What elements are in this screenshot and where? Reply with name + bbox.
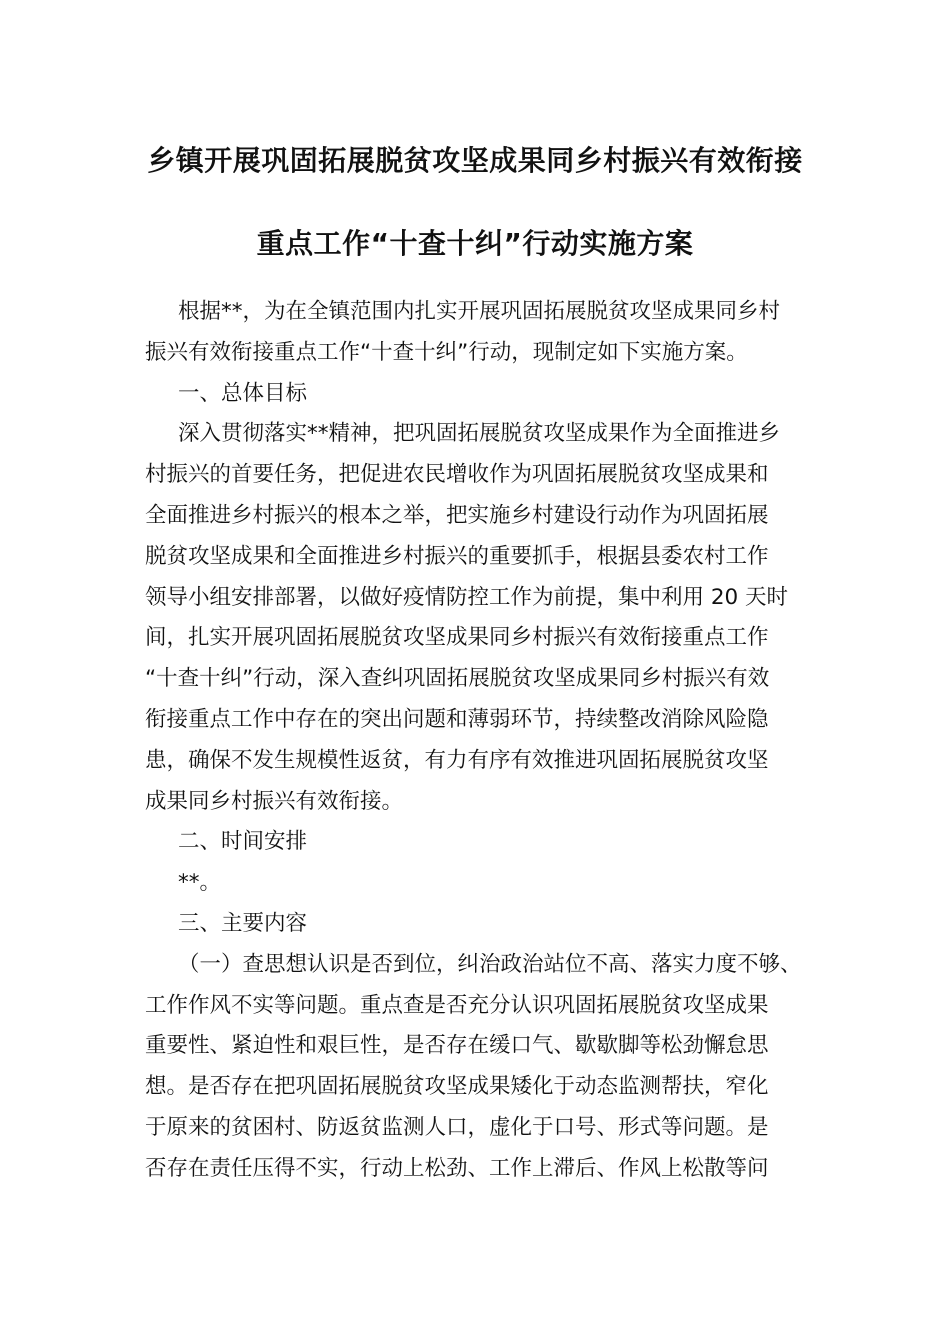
paragraph-line: （一）查思想认识是否到位，纠治政治站位不高、落实力度不够、 bbox=[178, 951, 802, 977]
paragraph-line: 患，确保不发生规模性返贫，有力有序有效推进巩固拓展脱贫攻坚 bbox=[145, 747, 769, 773]
paragraph-line: 间，扎实开展巩固拓展脱贫攻坚成果同乡村振兴有效衔接重点工作 bbox=[145, 625, 769, 651]
section-heading: 二、时间安排 bbox=[178, 829, 308, 855]
paragraph-line: 于原来的贫困村、防返贫监测人口，虚化于口号、形式等问题。是 bbox=[145, 1114, 769, 1140]
paragraph-line: 村振兴的首要任务，把促进农民增收作为巩固拓展脱贫攻坚成果和 bbox=[145, 462, 769, 488]
document-title-line-2: 重点工作“十查十纠”行动实施方案 bbox=[256, 227, 694, 260]
paragraph-line: 脱贫攻坚成果和全面推进乡村振兴的重要抓手，根据县委农村工作 bbox=[145, 543, 769, 569]
paragraph-line: 深入贯彻落实**精神，把巩固拓展脱贫攻坚成果作为全面推进乡 bbox=[178, 421, 781, 447]
paragraph-line: 衔接重点工作中存在的突出问题和薄弱环节，持续整改消除风险隐 bbox=[145, 706, 769, 732]
paragraph-line: 否存在责任压得不实，行动上松劲、工作上滞后、作风上松散等问 bbox=[145, 1155, 769, 1181]
paragraph-line: 想。是否存在把巩固拓展脱贫攻坚成果矮化于动态监测帮扶，窄化 bbox=[145, 1074, 769, 1100]
paragraph-line: 成果同乡村振兴有效衔接。 bbox=[145, 788, 404, 814]
document-body bbox=[145, 292, 811, 1190]
section-heading: 一、总体目标 bbox=[178, 380, 308, 406]
document-title-line-1: 乡镇开展巩固拓展脱贫攻坚成果同乡村振兴有效衔接 bbox=[147, 144, 803, 177]
paragraph-line: 振兴有效衔接重点工作“十查十纠”行动，现制定如下实施方案。 bbox=[145, 339, 748, 365]
paragraph-line: 根据**，为在全镇范围内扎实开展巩固拓展脱贫攻坚成果同乡村 bbox=[178, 299, 781, 324]
paragraph-line: 全面推进乡村振兴的根本之举，把实施乡村建设行动作为巩固拓展 bbox=[145, 502, 769, 528]
paragraph-line: 领导小组安排部署，以做好疫情防控工作为前提，集中利用 20 天时 bbox=[145, 584, 789, 610]
paragraph-line: “十查十纠”行动，深入查纠巩固拓展脱贫攻坚成果同乡村振兴有效 bbox=[145, 666, 770, 692]
paragraph-line: 重要性、紧迫性和艰巨性，是否存在缓口气、歇歇脚等松劲懈怠思 bbox=[145, 1033, 769, 1059]
paragraph-line: 工作作风不实等问题。重点查是否充分认识巩固拓展脱贫攻坚成果 bbox=[145, 992, 769, 1018]
paragraph-line: **。 bbox=[178, 870, 222, 896]
section-heading: 三、主要内容 bbox=[178, 910, 308, 936]
